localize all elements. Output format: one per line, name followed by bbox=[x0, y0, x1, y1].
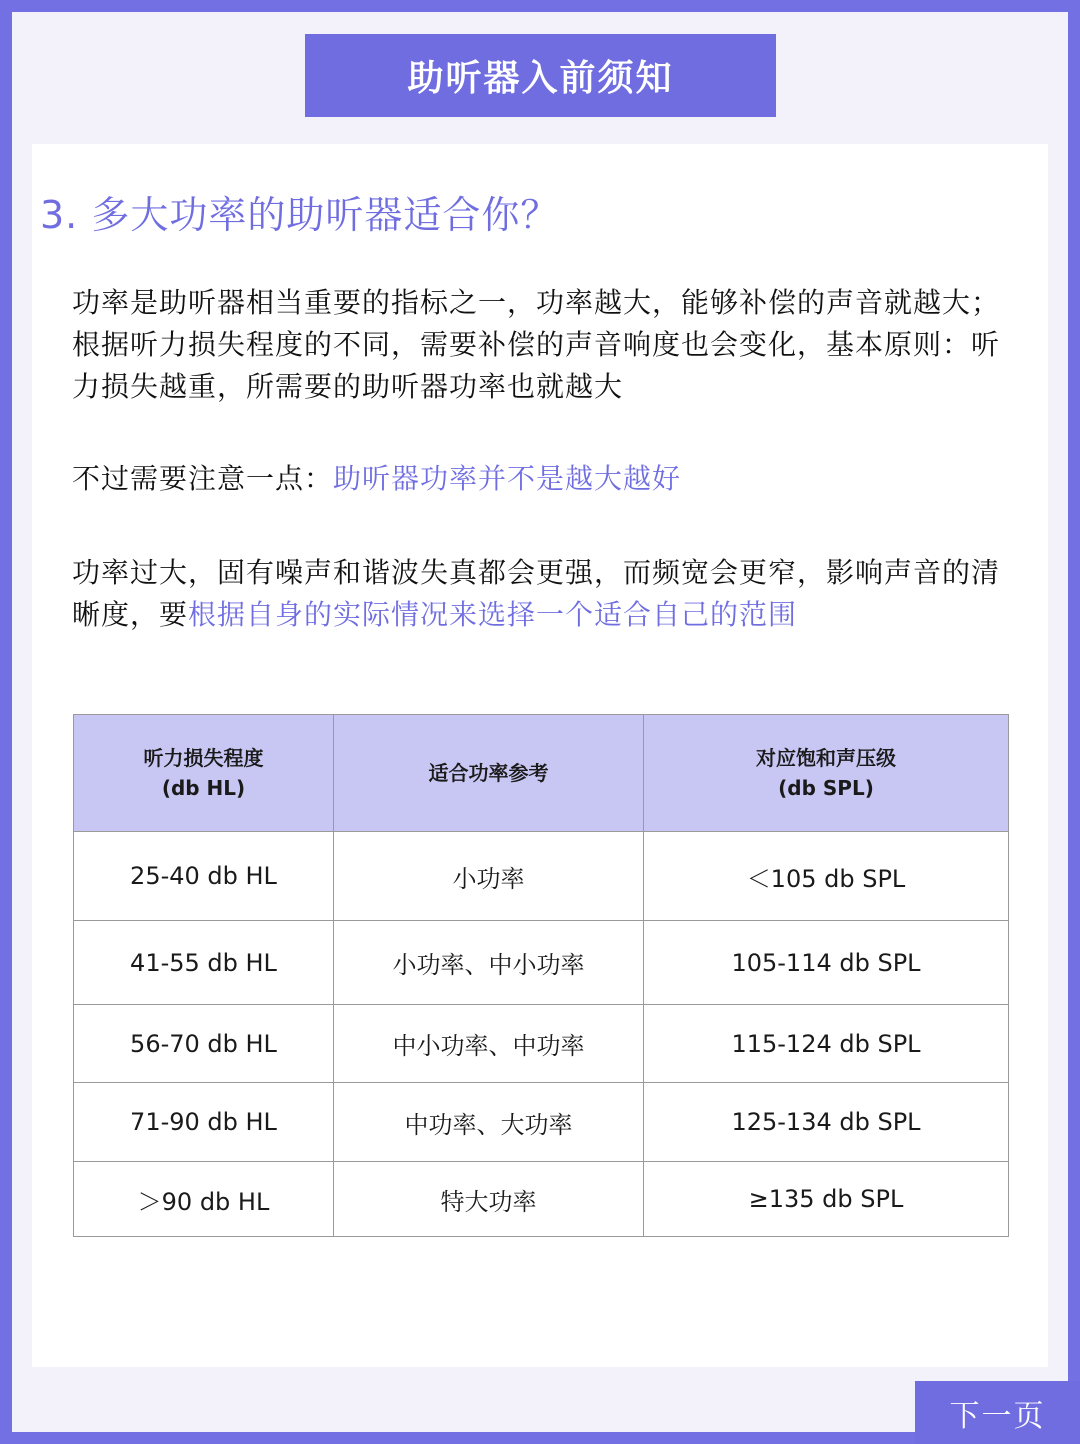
cell-power: 小功率 bbox=[334, 832, 644, 921]
cell-saturation-spl: 125-134 db SPL bbox=[644, 1083, 1009, 1162]
paragraph-power-intro-text: 功率是助听器相当重要的指标之一，功率越大，能够补偿的声音就越大；根据听力损失程度的不同，需要补偿的声音响度也会变化，基本原则：听力损失越重，所需要的助听器功率也就越大 bbox=[72, 286, 1001, 403]
next-page-button[interactable] bbox=[915, 1381, 1080, 1444]
table-row bbox=[74, 921, 1009, 1005]
paragraph-power-intro bbox=[72, 282, 1012, 408]
cell-saturation-spl: 105-114 db SPL bbox=[644, 921, 1009, 1005]
header-power-label: 适合功率参考 bbox=[428, 761, 549, 785]
paragraph-note bbox=[72, 458, 1012, 500]
paragraph-advice bbox=[72, 552, 1012, 636]
cell-hearing-loss: 25-40 db HL bbox=[74, 832, 334, 921]
cell-power: 特大功率 bbox=[334, 1162, 644, 1237]
cell-hearing-loss: 71-90 db HL bbox=[74, 1083, 334, 1162]
cell-power: 中功率、大功率 bbox=[334, 1083, 644, 1162]
header-hearing-loss bbox=[74, 715, 334, 832]
header-hearing-loss-unit: (db HL) bbox=[161, 776, 246, 800]
paragraph-note-highlight: 助听器功率并不是越大越好 bbox=[333, 462, 682, 495]
paragraph-advice-lead: 功率过大，固有噪声和谐波失真都会更强，而频宽会更窄，影响声音的清晰度，要 bbox=[72, 556, 1001, 631]
power-reference-table bbox=[73, 714, 1009, 1237]
next-page-label: 下一页 bbox=[949, 1398, 1046, 1434]
cell-hearing-loss: 56-70 db HL bbox=[74, 1005, 334, 1083]
paragraph-advice-highlight: 根据自身的实际情况来选择一个适合自己的范围 bbox=[188, 598, 798, 631]
paragraph-note-lead: 不过需要注意一点： bbox=[72, 462, 334, 495]
cell-saturation-spl: 115-124 db SPL bbox=[644, 1005, 1009, 1083]
cell-hearing-loss: ＞90 db HL bbox=[74, 1162, 334, 1237]
table-row bbox=[74, 1083, 1009, 1162]
header-power bbox=[334, 715, 644, 832]
cell-hearing-loss: 41-55 db HL bbox=[74, 921, 334, 1005]
cell-power: 小功率、中小功率 bbox=[334, 921, 644, 1005]
header-saturation-spl bbox=[644, 715, 1009, 832]
table-row bbox=[74, 1162, 1009, 1237]
cell-power: 中小功率、中功率 bbox=[334, 1005, 644, 1083]
cell-saturation-spl: ≥135 db SPL bbox=[644, 1162, 1009, 1237]
table-header-row bbox=[74, 715, 1009, 832]
header-saturation-spl-label: 对应饱和声压级 bbox=[756, 746, 896, 770]
header-hearing-loss-label: 听力损失程度 bbox=[143, 746, 264, 770]
cell-saturation-spl: ＜105 db SPL bbox=[644, 832, 1009, 921]
content-card bbox=[32, 144, 1048, 1367]
title-banner bbox=[305, 34, 776, 117]
header-saturation-spl-unit: (db SPL) bbox=[778, 776, 874, 800]
section-heading: 3. 多大功率的助听器适合你？ bbox=[40, 193, 560, 237]
table-row bbox=[74, 1005, 1009, 1083]
banner-title: 助听器入前须知 bbox=[407, 58, 674, 99]
table-row bbox=[74, 832, 1009, 921]
